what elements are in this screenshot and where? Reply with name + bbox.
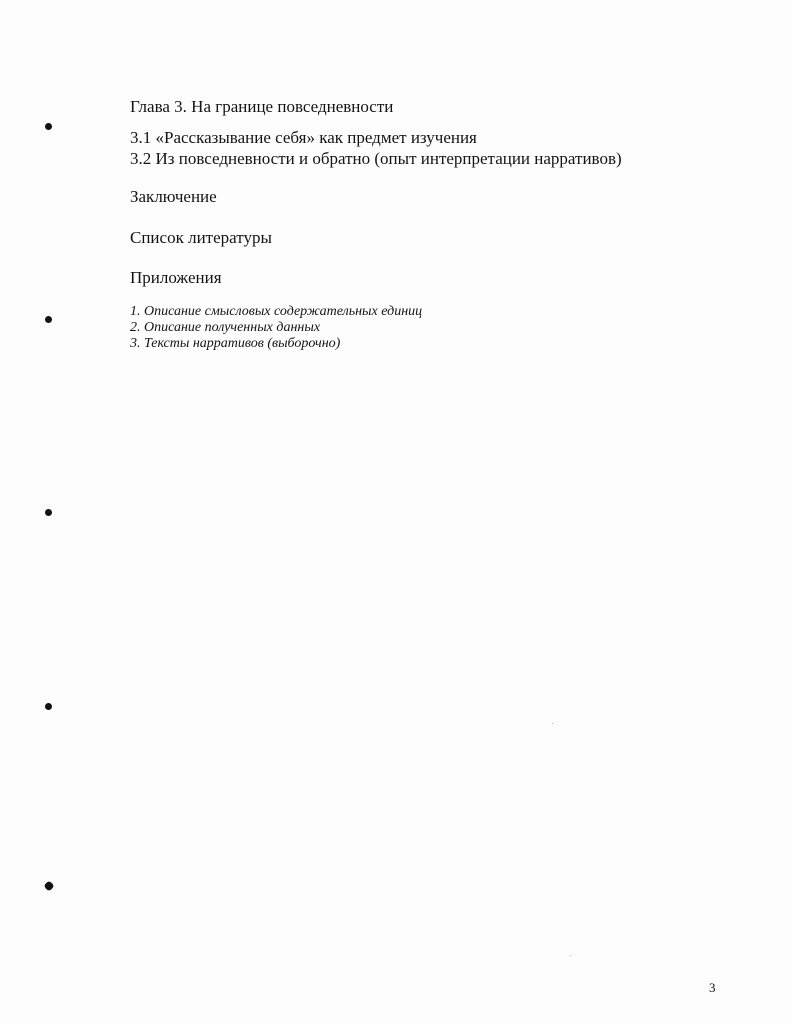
toc-section-3-1: 3.1 «Рассказывание себя» как предмет изучения	[130, 128, 477, 147]
punch-hole-mark	[45, 316, 52, 323]
page-number: 3	[709, 980, 716, 995]
appendix-item: 3. Тексты нарративов (выборочно)	[130, 336, 341, 351]
punch-hole-mark	[45, 123, 52, 130]
appendix-list	[130, 304, 422, 352]
toc-conclusion: Заключение	[130, 187, 217, 206]
punch-hole-mark	[45, 509, 52, 516]
punch-hole-mark	[43, 880, 54, 891]
toc-chapter-3: Глава 3. На границе повседневности	[130, 97, 394, 116]
appendix-item: 1. Описание смысловых содержательных единиц	[130, 304, 423, 319]
toc-appendices: Приложения	[130, 268, 222, 287]
toc-section-3-2: 3.2 Из повседневности и обратно (опыт интерпретации нарративов)	[130, 149, 622, 168]
punch-hole-mark	[45, 703, 52, 710]
toc-references: Список литературы	[130, 228, 272, 247]
scan-speck	[570, 955, 571, 956]
scan-speck	[552, 723, 553, 724]
appendix-item: 2. Описание полученных данных	[130, 320, 321, 335]
